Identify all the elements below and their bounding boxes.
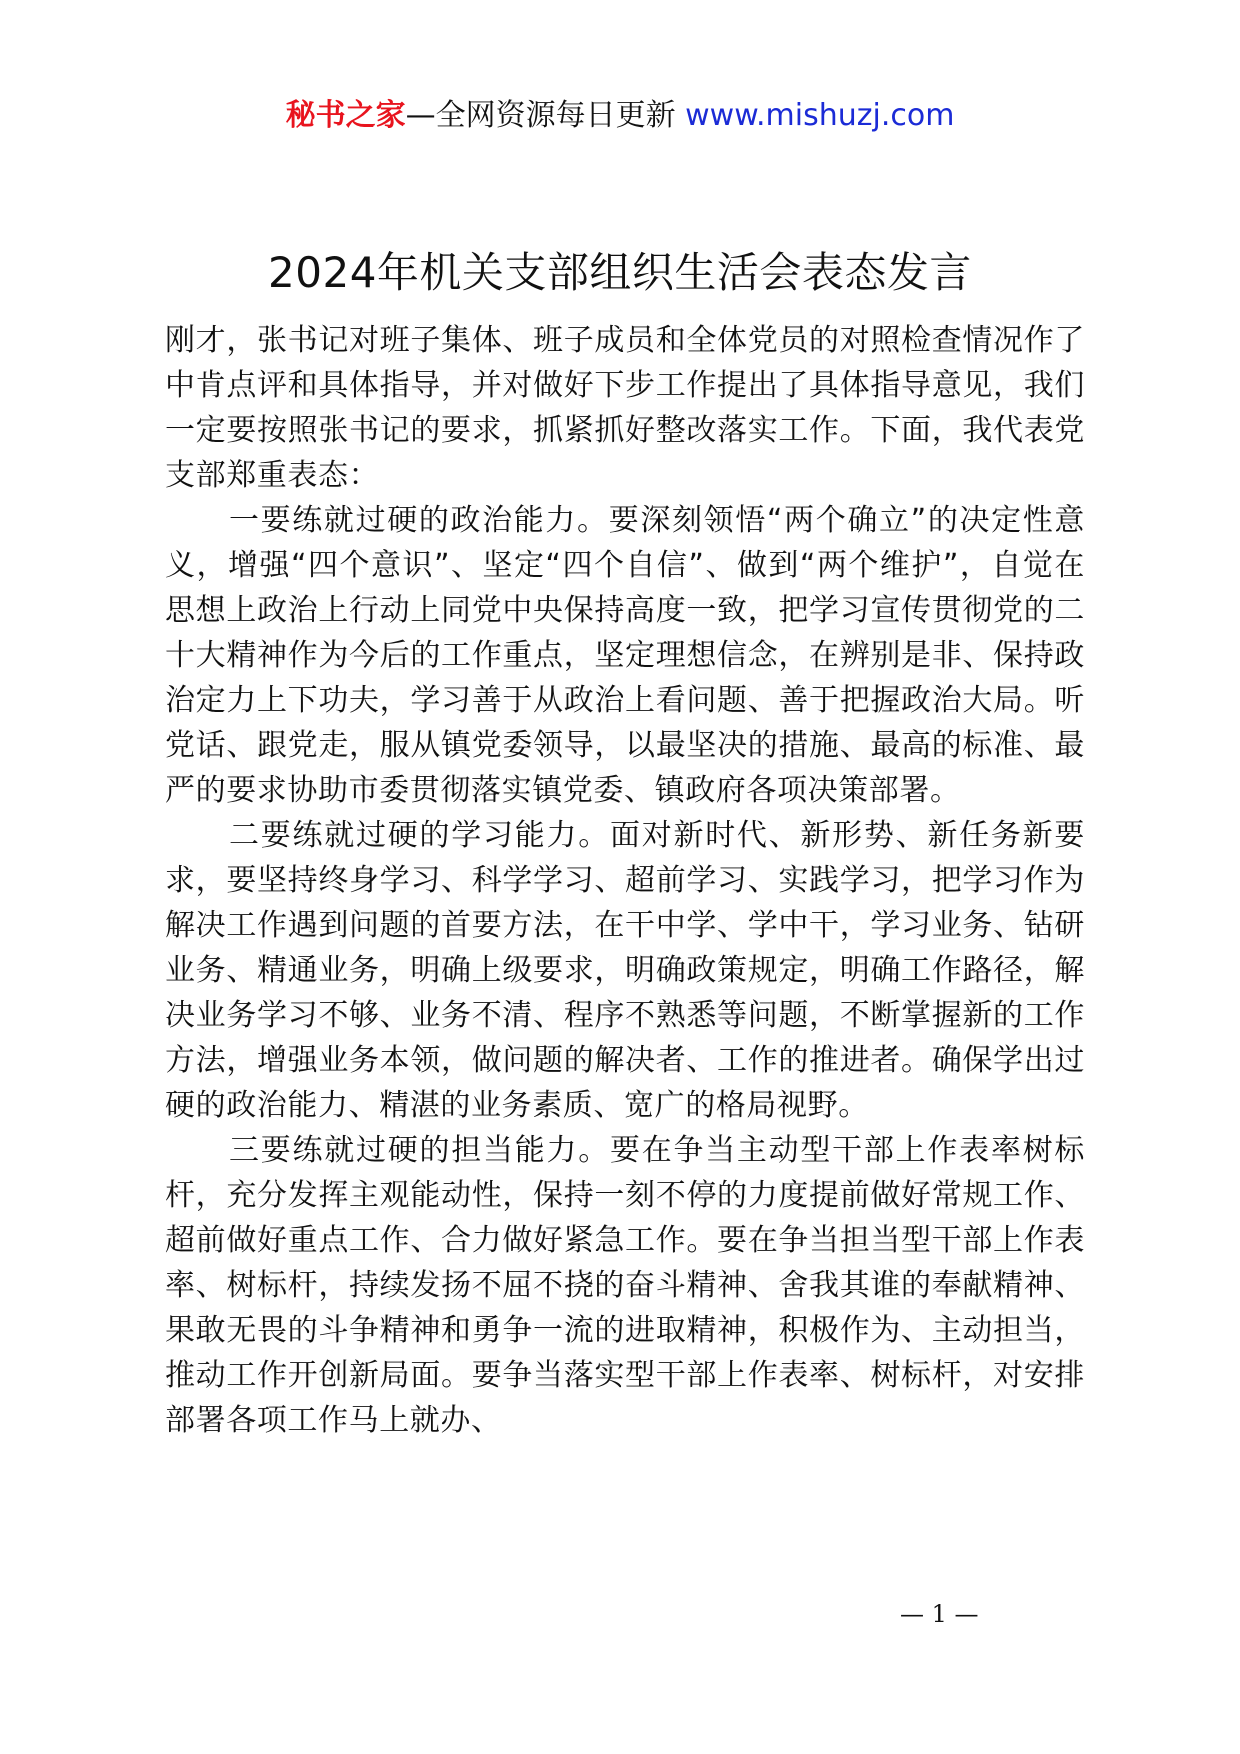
site-tagline: —全网资源每日更新	[405, 98, 686, 133]
paragraph-intro: 刚才，张书记对班子集体、班子成员和全体党员的对照检查情况作了中肯点评和具体指导，并对做好下步工作提出了具体指导意见，我们一定要按照张书记的要求，抓紧抓好整改落实工作。下面，我代表党支部郑重表态：	[165, 323, 1085, 493]
site-url-link[interactable]: www.mishuzj.com	[685, 98, 955, 133]
document-body	[165, 318, 1085, 1443]
site-brand: 秘书之家	[285, 98, 406, 133]
paragraph-learning-ability: 二要练就过硬的学习能力。面对新时代、新形势、新任务新要求，要坚持终身学习、科学学习、超前学习、实践学习，把学习作为解决工作遇到问题的首要方法，在干中学、学中干，学习业务、钻研业务、精通业务，明确上级要求，明确政策规定，明确工作路径，解决业务学习不够、业务不清、程序不熟悉等问题，不断掌握新的工作方法，增强业务本领，做问题的解决者、工作的推进者。确保学出过硬的政治能力、精湛的业务素质、宽广的格局视野。	[165, 818, 1085, 1123]
paragraph-political-ability: 一要练就过硬的政治能力。要深刻领悟“两个确立”的决定性意义，增强“四个意识”、坚定“四个自信”、做到“两个维护”，自觉在思想上政治上行动上同党中央保持高度一致，把学习宣传贯彻党的二十大精神作为今后的工作重点，坚定理想信念，在辨别是非、保持政治定力上下功夫，学习善于从政治上看问题、善于把握政治大局。听党话、跟党走，服从镇党委领导，以最坚决的措施、最高的标准、最严的要求协助市委贯彻落实镇党委、镇政府各项决策部署。	[165, 503, 1085, 808]
site-header	[0, 96, 1240, 136]
paragraph-responsibility-ability: 三要练就过硬的担当能力。要在争当主动型干部上作表率树标杆，充分发挥主观能动性，保持一刻不停的力度提前做好常规工作、超前做好重点工作、合力做好紧急工作。要在争当担当型干部上作表率、树标杆，持续发扬不屈不挠的奋斗精神、舍我其谁的奉献精神、果敢无畏的斗争精神和勇争一流的进取精神，积极作为、主动担当，推动工作开创新局面。要争当落实型干部上作表率、树标杆，对安排部署各项工作马上就办、	[165, 1133, 1085, 1438]
page-number: — 1 —	[900, 1600, 979, 1628]
document-title: 2024年机关支部组织生活会表态发言	[268, 248, 972, 297]
